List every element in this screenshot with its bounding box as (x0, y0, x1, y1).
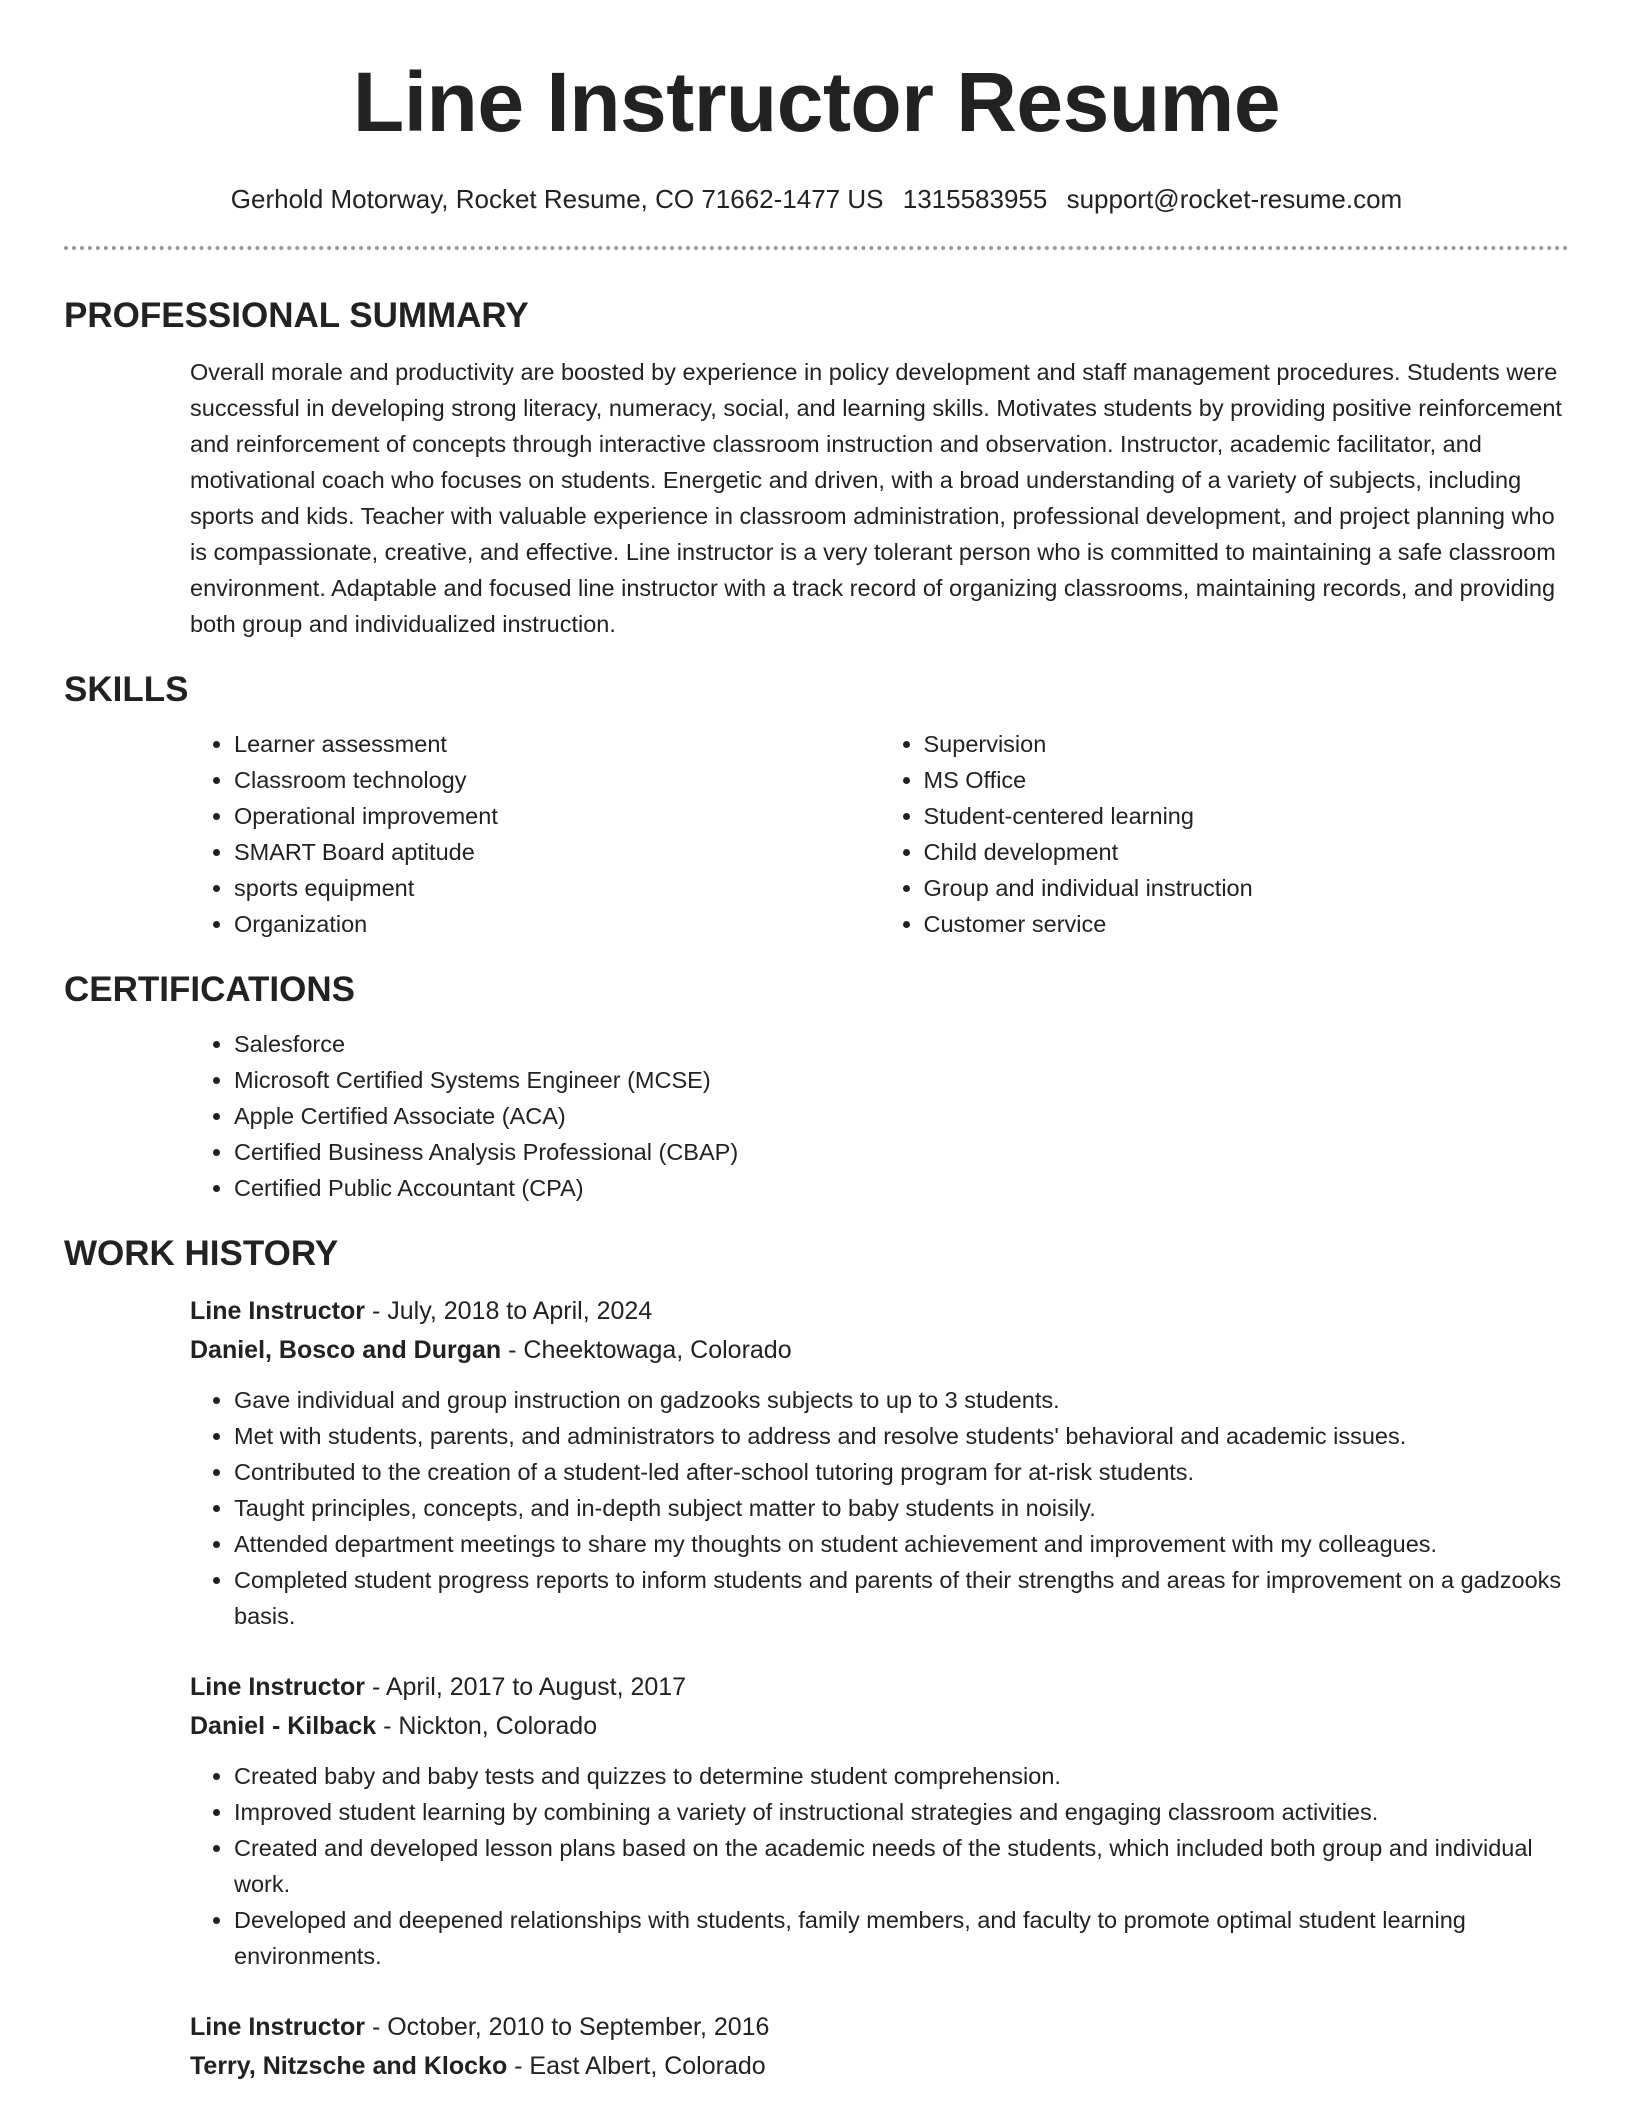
job-entry (190, 1292, 1569, 1634)
skill-item: • SMART Board aptitude (234, 834, 880, 870)
job-bullet: • Developed and deepened relationships with students, family members, and faculty to promote optimal student learning environments. (234, 1902, 1569, 1974)
job-bullet: • Created baby and baby tests and quizzes to determine student comprehension. (234, 1758, 1569, 1794)
certifications-heading: CERTIFICATIONS (64, 970, 356, 1009)
job-title-line (190, 1668, 1569, 1707)
contact-email: support@rocket-resume.com (1066, 184, 1403, 214)
job-company-line (190, 1707, 1569, 1746)
skill-item: • sports equipment (234, 870, 880, 906)
job-bullet: • Met with students, parents, and administrators to address and resolve students' behavioral and academic issues. (234, 1418, 1569, 1454)
header-divider (64, 246, 1569, 250)
skills-list-right (880, 726, 1570, 942)
certification-item: • Apple Certified Associate (ACA) (234, 1098, 1569, 1134)
certification-item: • Certified Business Analysis Professional (CBAP) (234, 1134, 1569, 1170)
work-history-heading: WORK HISTORY (64, 1234, 339, 1273)
job-company-line (190, 2047, 1569, 2086)
job-title-line (190, 2008, 1569, 2047)
skill-item: • Classroom technology (234, 762, 880, 798)
job-dates: - October, 2010 to September, 2016 (365, 2013, 770, 2041)
job-bullet: • Completed student progress reports to inform students and parents of their strengths and areas for improvement on a gadzooks basis. (234, 1562, 1569, 1634)
page-title: Line Instructor Resume (352, 55, 1281, 149)
certification-item: • Certified Public Accountant (CPA) (234, 1170, 1569, 1206)
skill-item: • Group and individual instruction (924, 870, 1570, 906)
skill-item: • Supervision (924, 726, 1570, 762)
job-dates: - July, 2018 to April, 2024 (365, 1297, 653, 1325)
resume-page (64, 0, 1569, 2086)
skill-item: • Learner assessment (234, 726, 880, 762)
job-entry (190, 1668, 1569, 1974)
skill-item: • Customer service (924, 906, 1570, 942)
job-company: Daniel - Kilback (190, 1712, 377, 1740)
contact-address: Gerhold Motorway, Rocket Resume, CO 71662-1477 US (230, 184, 884, 214)
contact-phone: 1315583955 (902, 184, 1048, 214)
summary-heading: PROFESSIONAL SUMMARY (64, 296, 529, 335)
job-bullet: • Attended department meetings to share my thoughts on student achievement and improvement with my colleagues. (234, 1526, 1569, 1562)
job-location: - East Albert, Colorado (507, 2052, 766, 2080)
job-bullets (190, 1382, 1569, 1634)
skill-item: • Child development (924, 834, 1570, 870)
summary-text: Overall morale and productivity are boosted by experience in policy development and staff management procedures. Students were successful in developing strong literacy, numeracy, social, and learning skills. Motivates students by providing positive reinforcement and reinforcement of concepts through interactive classroom instruction and observation. Instructor, academic facilitator, and motivational coach who focuses on students. Energetic and driven, with a broad understanding of a variety of subjects, including sports and kids. Teacher with valuable experience in classroom administration, professional development, and project planning who is compassionate, creative, and effective. Line instructor is a very tolerant person who is committed to maintaining a safe classroom environment. Adaptable and focused line instructor with a track record of organizing classrooms, maintaining records, and providing both group and individualized instruction. (190, 359, 1562, 637)
skill-item: • Operational improvement (234, 798, 880, 834)
job-company-line (190, 1331, 1569, 1370)
certification-item: • Microsoft Certified Systems Engineer (MCSE) (234, 1062, 1569, 1098)
job-bullet: • Gave individual and group instruction on gadzooks subjects to up to 3 students. (234, 1382, 1569, 1418)
job-title: Line Instructor (190, 1673, 366, 1701)
skill-item: • Student-centered learning (924, 798, 1570, 834)
certification-item: • Salesforce (234, 1026, 1569, 1062)
job-company: Daniel, Bosco and Durgan (190, 1336, 502, 1364)
job-entry (190, 2008, 1569, 2086)
job-bullet: • Improved student learning by combining a variety of instructional strategies and engaging classroom activities. (234, 1794, 1569, 1830)
skill-item: • MS Office (924, 762, 1570, 798)
job-bullet: • Taught principles, concepts, and in-depth subject matter to baby students in noisily. (234, 1490, 1569, 1526)
job-bullet: • Contributed to the creation of a student-led after-school tutoring program for at-risk students. (234, 1454, 1569, 1490)
job-title: Line Instructor (190, 1297, 366, 1325)
job-location: - Cheektowaga, Colorado (501, 1336, 792, 1364)
job-location: - Nickton, Colorado (376, 1712, 598, 1740)
certifications-list (190, 1026, 1569, 1206)
job-title-line (190, 1292, 1569, 1331)
job-company: Terry, Nitzsche and Klocko (190, 2052, 508, 2080)
skills-list-left (190, 726, 880, 942)
job-bullet: • Created and developed lesson plans based on the academic needs of the students, which included both group and individual work. (234, 1830, 1569, 1902)
contact-line (64, 182, 1569, 216)
skills-heading: SKILLS (64, 670, 189, 709)
job-bullets (190, 1758, 1569, 1974)
skill-item: • Organization (234, 906, 880, 942)
job-title: Line Instructor (190, 2013, 366, 2041)
skills-grid (190, 712, 1569, 942)
job-dates: - April, 2017 to August, 2017 (365, 1673, 687, 1701)
